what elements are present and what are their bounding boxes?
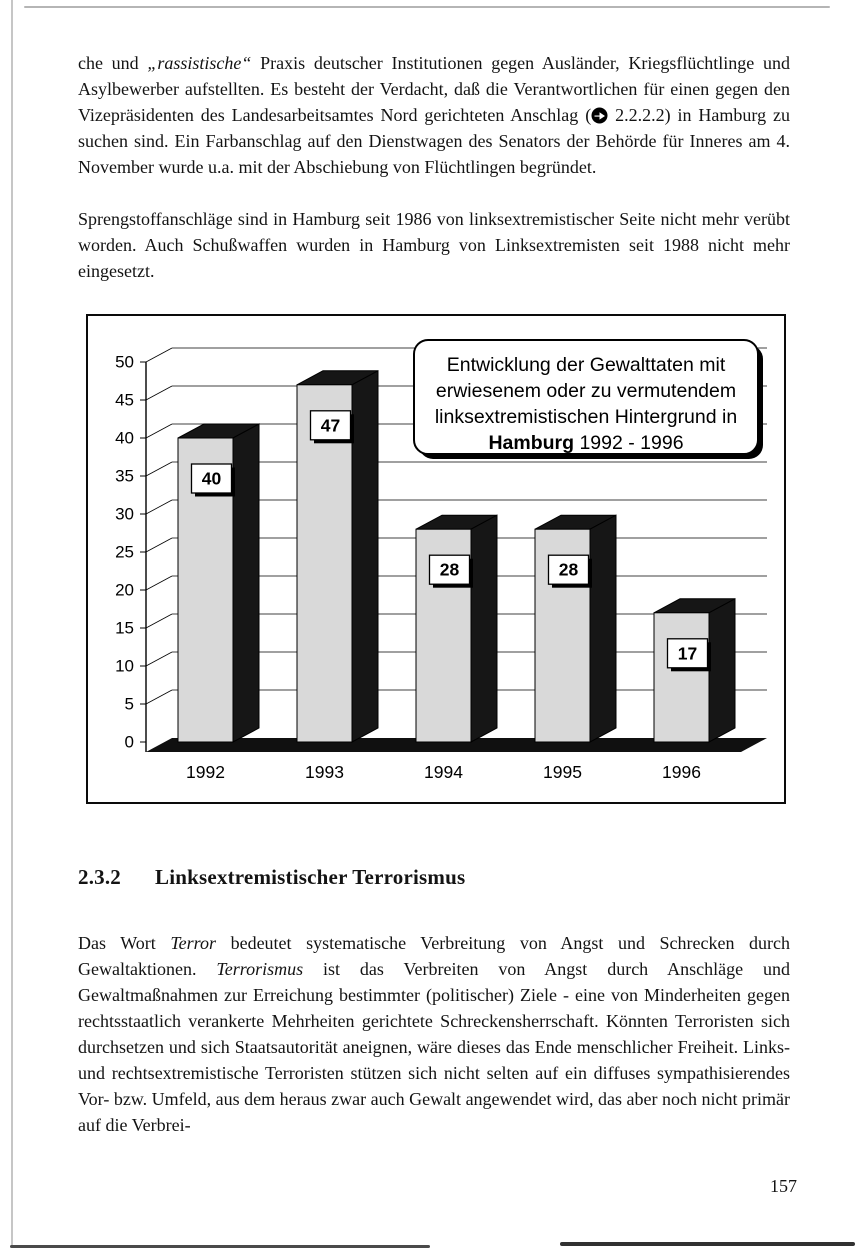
y-tick-label: 40 — [115, 428, 134, 448]
text-run: Sprengstoffanschläge sind in Hamburg seit 1986 von linksextremistischer Seite nicht mehr verübt worden. Auch Schußwaffen wurden in Hamburg von Linksextremisten seit 1988 nicht mehr eingesetzt. — [78, 209, 790, 281]
text-run: Das Wort — [78, 933, 171, 953]
bar-chart-3d — [88, 316, 784, 802]
page-number: 157 — [770, 1176, 797, 1196]
gridline-wall — [146, 614, 172, 628]
text-run: che und — [78, 53, 148, 73]
section-title: Linksextremistischer Terrorismus — [155, 865, 466, 889]
y-tick-label: 20 — [115, 580, 134, 600]
paragraph-3 — [78, 930, 790, 1138]
x-tick-label: 1995 — [543, 762, 582, 782]
x-tick-label: 1993 — [305, 762, 344, 782]
paragraph-1 — [78, 50, 790, 180]
bar-side — [590, 515, 616, 742]
scan-edge-bottom-right — [560, 1242, 855, 1246]
scan-edge-left — [11, 0, 13, 1246]
bar-side — [471, 515, 497, 742]
value-label: 47 — [320, 415, 341, 436]
value-label: 28 — [558, 559, 579, 580]
bar-front — [654, 613, 709, 742]
gridline-wall — [146, 576, 172, 590]
x-tick-label: 1992 — [186, 762, 225, 782]
italic-text-run: Terror — [170, 933, 217, 953]
y-tick-label: 10 — [115, 656, 134, 676]
gridline-wall — [146, 462, 172, 476]
chart-frame — [86, 314, 786, 804]
paragraph-2 — [78, 206, 790, 284]
y-tick-label: 25 — [115, 542, 134, 562]
section-heading — [78, 862, 790, 892]
bar-side — [352, 371, 378, 742]
gridline-wall — [146, 500, 172, 514]
x-tick-label: 1994 — [424, 762, 463, 782]
italic-text-run: Terrorismus — [216, 959, 304, 979]
chart-title-line: erwiesenem oder zu vermutendem — [435, 380, 737, 402]
text-run: 2.2.2.2) in Hamburg zu suchen sind. Ein Farbanschlag auf den Dienstwagen des Senators der Behörde für Inneres am 4. November wurde u.a. mit der Abschiebung von Flüchtlingen begründet. — [78, 105, 790, 177]
scan-edge-bottom-left — [10, 1245, 430, 1248]
text-run: Praxis deutscher Institutionen gegen Ausländer, Kriegsflüchtlinge und Asylbewerber aufstellten. Es besteht der Verdacht, daß die Verantwortlichen für einen gegen den Vizepräsidenten des Landesarbeitsamtes Nord gerichteten Anschlag ( — [78, 53, 790, 125]
chart-title-line: linksextremistischen Hintergrund in — [434, 406, 738, 428]
value-label: 40 — [201, 468, 222, 489]
bar-side — [709, 599, 735, 742]
value-label: 28 — [439, 559, 460, 580]
gridline-wall — [146, 348, 172, 362]
y-tick-label: 15 — [115, 618, 134, 638]
chart-title-line: Entwicklung der Gewalttaten mit — [446, 354, 726, 376]
section-number: 2.3.2 — [78, 865, 121, 889]
chart-title-line: Hamburg 1992 - 1996 — [488, 432, 684, 454]
bar-side — [233, 424, 259, 742]
y-tick-label: 50 — [115, 352, 134, 372]
gridline-wall — [146, 538, 172, 552]
y-tick-label: 30 — [115, 504, 134, 524]
gridline-wall — [146, 386, 172, 400]
text-run: bedeutet systematische Verbreitung von Angst und Schrecken durch Gewaltaktionen. — [78, 933, 790, 979]
scan-edge-top — [24, 6, 830, 8]
y-tick-label: 5 — [124, 694, 134, 714]
gridline-wall — [146, 690, 172, 704]
gridline-wall — [146, 424, 172, 438]
x-tick-label: 1996 — [662, 762, 701, 782]
gridline-wall — [146, 652, 172, 666]
section-ref-arrow-icon — [591, 107, 608, 124]
value-label: 17 — [677, 643, 698, 664]
text-run: ist das Verbreiten von Angst durch Anschläge und Gewaltmaßnahmen zur Erreichung bestimmter (politischer) Ziele - eine von Minderheiten gegen rechtsstaatlich verankerte Mehrheiten gerichtete Schreckensherrschaft. Könnten Terroristen sich durchsetzen und sich Staatsautorität aneignen, wäre dieses das Ende menschlicher Freiheit. Links- und rechtsextremistische Terroristen stützen sich nicht selten auf ein diffuses sympathisierendes Vor- bzw. Umfeld, aus dem heraus zwar auch Gewalt angewendet wird, das aber noch nicht primär auf die Verbrei- — [78, 959, 790, 1135]
italic-text-run: „rassistische“ — [147, 53, 252, 73]
y-tick-label: 35 — [115, 466, 134, 486]
y-tick-label: 45 — [115, 390, 134, 410]
y-tick-label: 0 — [124, 732, 134, 752]
